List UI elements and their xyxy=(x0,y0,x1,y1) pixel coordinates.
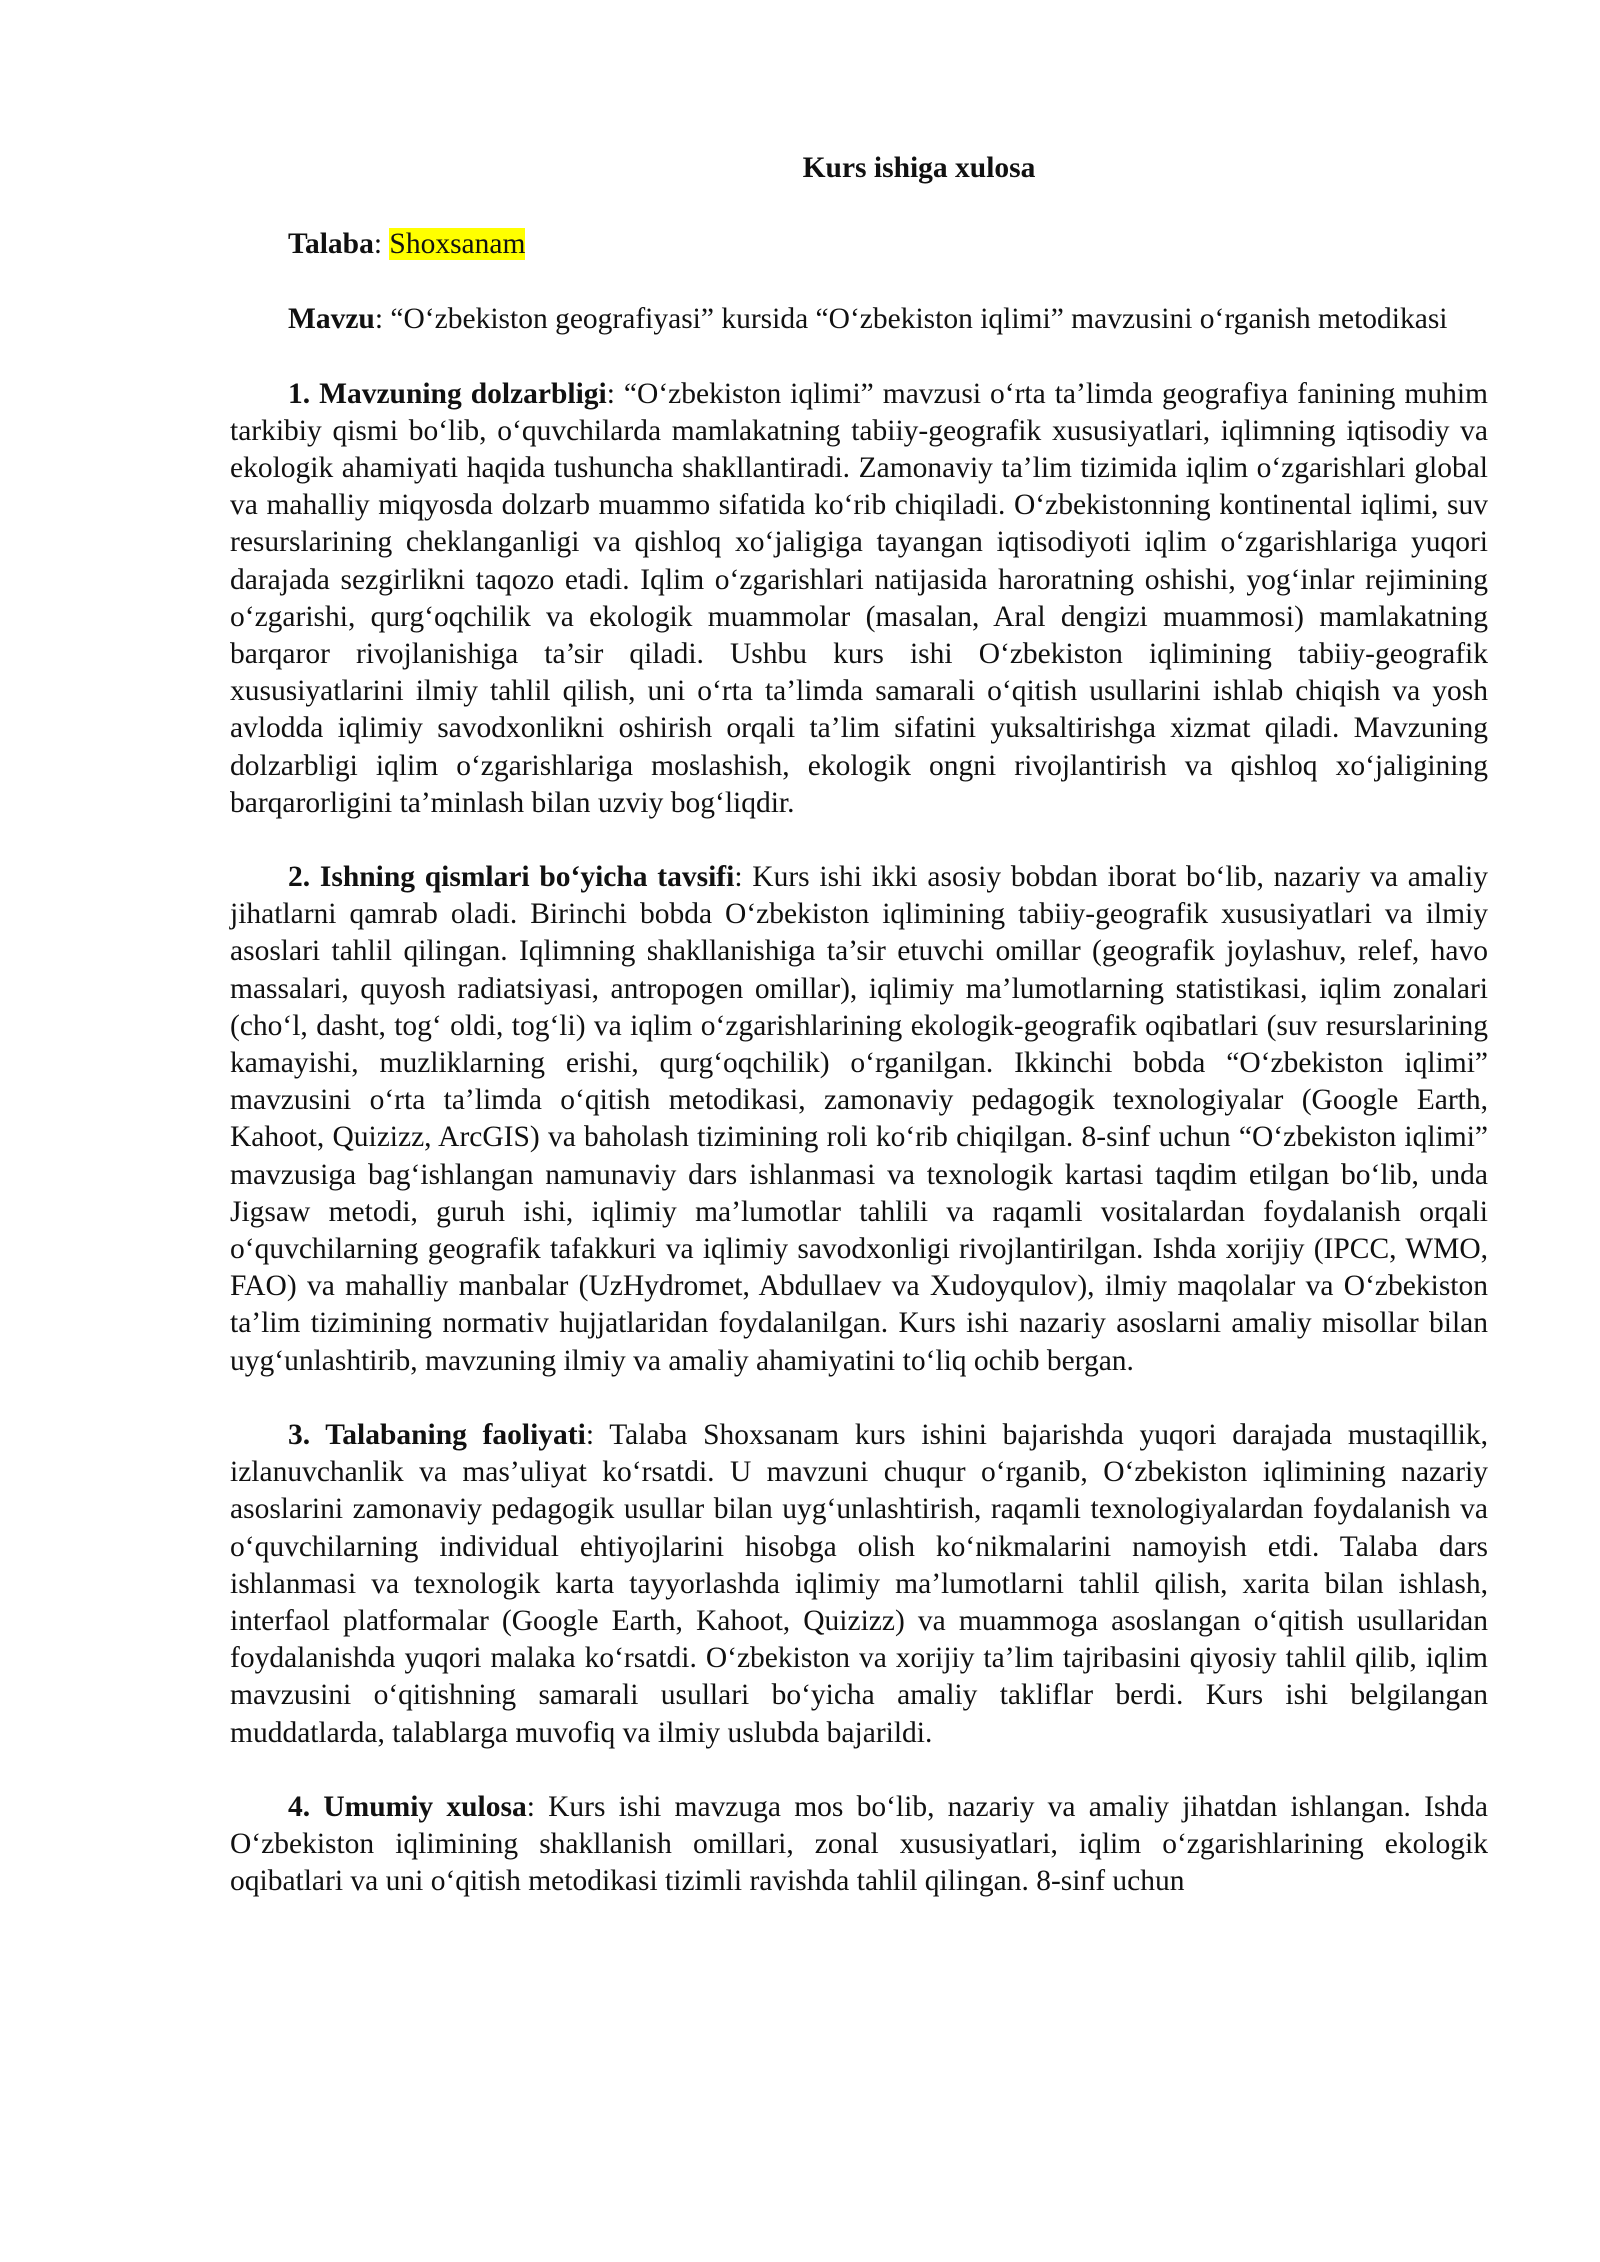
student-line xyxy=(230,226,1488,263)
section-student-activity xyxy=(230,1417,1488,1752)
section-description xyxy=(230,859,1488,1380)
student-separator: : xyxy=(373,228,390,261)
topic-label: Mavzu xyxy=(288,303,375,336)
section-general-conclusion xyxy=(230,1789,1488,1901)
topic-paragraph xyxy=(230,301,1488,338)
document-title: Kurs ishiga xulosa xyxy=(802,152,1036,184)
section-heading: 4. Umumiy xulosa xyxy=(288,1790,527,1823)
section-text: : Talaba Shoxsanam kurs ishini bajarishda yuqori darajada mustaqillik, izlanuvchanlik va mas’uliyat ko‘rsatdi. U mavzuni chuqur o‘rganib, O‘zbekiston iqlimining nazariy asoslarini zamonaviy pedagogik usullar bilan uyg‘unlashtirish, raqamli texnologiyalardan foydalanish va o‘quvchilarning individual ehtiyojlarini hisobga olish ko‘nikmalarini namoyish etdi. Talaba dars ishlanmasi va texnologik karta tayyorlashda iqlimiy ma’lumotlarni tahlil qilish, xarita bilan ishlash, interfaol platformalar (Google Earth, Kahoot, Quizizz) va muammoga asoslangan o‘qitish usullaridan foydalanishda yuqori malaka ko‘rsatdi. O‘zbekiston va xorijiy ta’lim tajribasini qiyosiy tahlil qilib, iqlim mavzusini o‘qitishning samarali usullari bo‘yicha amaliy takliflar berdi. Kurs ishi belgilangan muddatlarda, talablarga muvofiq va ilmiy uslubda bajarildi. xyxy=(230,1418,1488,1749)
section-text: : “O‘zbekiston iqlimi” mavzusi o‘rta ta’limda geografiya fanining muhim tarkibiy qismi bo‘lib, o‘quvchilarda mamlakatning tabiiy-geografik xususiyatlari, iqlimning iqtisodiy va ekologik ahamiyati haqida tushuncha shakllantiradi. Zamonaviy ta’lim tizimida iqlim o‘zgarishlari global va mahalliy miqyosda dolzarb muammo sifatida ko‘rib chiqiladi. O‘zbekistonning kontinental iqlimi, suv resurslarining cheklanganligi va qishloq xo‘jaligiga tayangan iqtisodiyoti iqlim o‘zgarishlariga yuqori darajada sezgirlikni taqozo etadi. Iqlim o‘zgarishlari natijasida haroratning oshishi, yog‘inlar rejimining o‘zgarishi, qurg‘oqchilik va ekologik muammolar (masalan, Aral dengizi muammosi) mamlakatning barqaror rivojlanishiga ta’sir qiladi. Ushbu kurs ishi O‘zbekiston iqlimining tabiiy-geografik xususiyatlarini ilmiy tahlil qilish, uni o‘rta ta’limda samarali o‘qitish usullarini ishlab chiqish va yosh avlodda iqlimiy savodxonlikni oshirish orqali ta’lim sifatini yuksaltirishga xizmat qiladi. Mavzuning dolzarbligi iqlim o‘zgarishlariga moslashish, ekologik ongni rivojlantirish va qishloq xo‘jaligining barqarorligini ta’minlash bilan uzviy bog‘liqdir. xyxy=(230,377,1488,819)
section-heading: 2. Ishning qismlari bo‘yicha tavsifi xyxy=(288,861,735,894)
topic-text: : “O‘zbekiston geografiyasi” kursida “O‘zbekiston iqlimi” mavzusini o‘rganish metodikasi xyxy=(374,303,1448,336)
document-page xyxy=(230,150,1488,1900)
student-name: Shoxsanam xyxy=(389,228,526,261)
section-text: : Kurs ishi ikki asosiy bobdan iborat bo‘lib, nazariy va amaliy jihatlarni qamrab oladi. Birinchi bobda O‘zbekiston iqlimining tabiiy-geografik xususiyatlari va ilmiy asoslari tahlil qilingan. Iqlimning shakllanishiga ta’sir etuvchi omillar (geografik joylashuv, relef, havo massalari, quyosh radiatsiyasi, antropogen omillar), iqlimiy ma’lumotlarning statistikasi, iqlim zonalari (cho‘l, dasht, tog‘ oldi, tog‘li) va iqlim o‘zgarishlarining ekologik-geografik oqibatlari (suv resurslarining kamayishi, muzliklarning erishi, qurg‘oqchilik) o‘rganilgan. Ikkinchi bobda “O‘zbekiston iqlimi” mavzusini o‘rta ta’limda o‘qitish metodikasi, zamonaviy pedagogik texnologiyalar (Google Earth, Kahoot, Quizizz, ArcGIS) va baholash tizimining roli ko‘rib chiqilgan. 8-sinf uchun “O‘zbekiston iqlimi” mavzusiga bag‘ishlangan namunaviy dars ishlanmasi va texnologik kartasi taqdim etilgan bo‘lib, unda Jigsaw metodi, guruh ishi, iqlimiy ma’lumotlar tahlili va raqamli vositalardan foydalanish orqali o‘quvchilarning geografik tafakkuri va iqlimiy savodxonligi rivojlantirilgan. Ishda xorijiy (IPCC, WMO, FAO) va mahalliy manbalar (UzHydromet, Abdullaev va Xudoyqulov), ilmiy maqolalar va O‘zbekiston ta’lim tizimining normativ hujjatlaridan foydalanilgan. Kurs ishi nazariy asoslarni amaliy misollar bilan uyg‘unlashtirib, mavzuning ilmiy va amaliy ahamiyatini to‘liq ochib bergan. xyxy=(230,861,1489,1377)
section-text: : Kurs ishi mavzuga mos bo‘lib, nazariy va amaliy jihatdan ishlangan. Ishda O‘zbekiston iqlimining shakllanish omillari, zonal xususiyatlari, iqlim o‘zgarishlarining ekologik oqibatlari va uni o‘qitish metodikasi tizimli ravishda tahlil qilingan. 8-sinf uchun xyxy=(230,1790,1489,1898)
section-relevance xyxy=(230,376,1488,822)
section-heading: 3. Talabaning faoliyati xyxy=(288,1418,586,1451)
section-heading: 1. Mavzuning dolzarbligi xyxy=(288,377,607,410)
student-label: Talaba xyxy=(288,228,374,261)
